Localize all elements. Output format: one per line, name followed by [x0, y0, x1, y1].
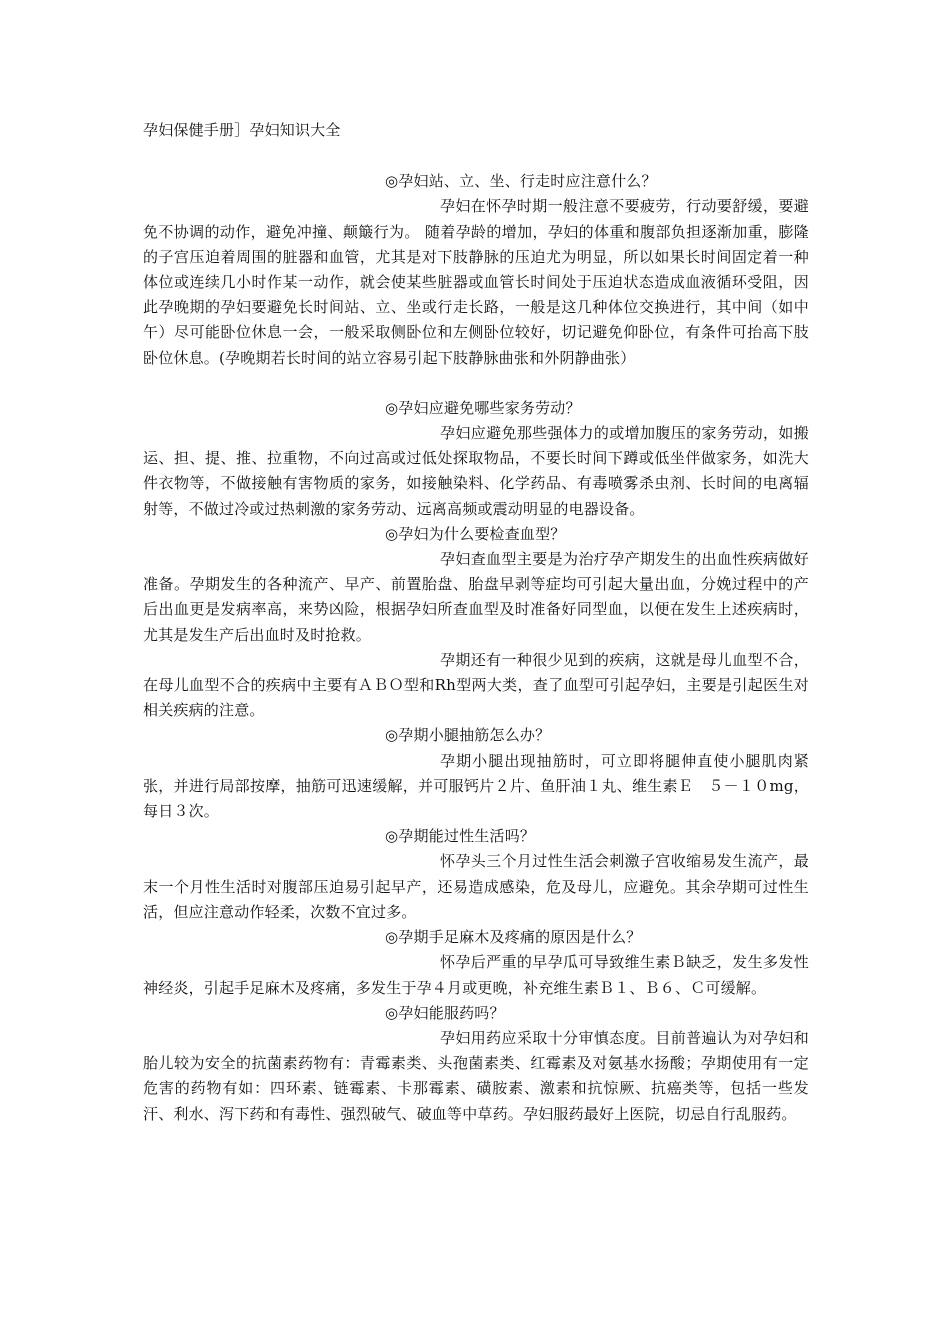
section-question: ◎孕妇站、立、坐、行走时应注意什么？: [385, 172, 657, 191]
section-leg-cramps: [143, 723, 809, 824]
section-question: ◎孕妇为什么要检查血型？: [385, 524, 566, 543]
section-blood-type: [143, 522, 809, 724]
section-paragraph: 孕妇用药应采取十分审慎态度。目前普遍认为对孕妇和胎儿较为安全的抗菌素药物有：青霉素类、头孢菌素类、红霉素及对氨基水扬酸；孕期使用有一定危害的药物有如：四环素、链霉素、卡那霉素、磺胺素、激素和抗惊厥、抗癌类等，包括一些发汗、利水、泻下药和有毒性、强烈破气、破血等中草药。孕妇服药最好上医院，切忌自行乱服药。: [143, 1028, 809, 1123]
section-question: ◎孕妇应避免哪些家务劳动？: [385, 398, 581, 417]
section-paragraph: 孕妇应避免那些强体力的或增加腹压的家务劳动，如搬运、担、提、推、拉重物，不向过高或过低处探取物品，不要长时间下蹲或低坐伴做家务，如洗大件衣物等，不做接触有害物质的家务，如接触染料、化学药品、有毒喷雾杀虫剂、长时间的电离辐射等，不做过冷或过热刺激的家务劳动、远离高频或震动明显的电器设备。: [143, 424, 809, 518]
section-paragraph: 怀孕后严重的早孕瓜可导致维生素Ｂ缺乏，发生多发性神经炎，引起手足麻木及疼痛，多发生于孕４月或更晚，补充维生素Ｂ１、Ｂ６、Ｃ可缓解。: [143, 953, 809, 997]
section-question: ◎孕期能过性生活吗？: [385, 827, 536, 846]
section-spacer: [143, 371, 809, 396]
section-medication: [143, 1001, 809, 1127]
section-sexual-life: [143, 824, 809, 925]
section-question: ◎孕期小腿抽筋怎么办？: [385, 726, 551, 745]
section-numbness: [143, 925, 809, 1001]
section-housework: [143, 396, 809, 522]
section-paragraph: 怀孕头三个月过性生活会刺激子宫收缩易发生流产，最末一个月性生活时对腹部压迫易引起早产，还易造成感染，危及母儿，应避免。其余孕期可过性生活，但应注意动作轻柔，次数不宜过多。: [143, 852, 809, 921]
section-paragraph: 孕期小腿出现抽筋时，可立即将腿伸直使小腿肌肉紧张，并进行局部按摩，抽筋可迅速缓解，并可服钙片２片、鱼肝油１丸、维生素Ｅ ５－１０mg，每日３次。: [143, 751, 809, 821]
document-page: [143, 118, 809, 1127]
section-paragraph: 孕妇在怀孕时期一般注意不要疲劳，行动要舒缓，要避免不协调的动作，避免冲撞、颠簸行为。 随着孕龄的增加，孕妇的体重和腹部负担逐渐加重，膨隆的子宫压迫着周围的脏器和血管，尤其是对下肢静脉的压迫尤为明显，所以如果长时间固定着一种体位或连续几小时作某一动作，就会使某些脏器或血管长时间处于压迫状态造成血液循环受阻，因此孕晚期的孕妇要避免长时间站、立、坐或行走长路，一般是这几种体位交换进行，其中间（如中午）尽可能卧位休息一会，一般采取侧卧位和左侧卧位较好，切记避免仰卧位，有条件可抬高下肢卧位休息。(孕晚期若长时间的站立容易引起下肢静脉曲张和外阴静曲张）: [143, 197, 809, 367]
section-question: ◎孕妇能服药吗？: [385, 1003, 505, 1022]
document-title: 孕妇保健手册］孕妇知识大全: [143, 121, 341, 139]
section-paragraph: 孕期还有一种很少见到的疾病，这就是母儿血型不合，在母儿血型不合的疾病中主要有ＡＢＯ型和Rh型两大类，查了血型可引起孕妇，主要是引起医生对相关疾病的注意。: [143, 650, 809, 720]
section-standing-sitting: [143, 169, 809, 371]
section-paragraph: 孕妇查血型主要是为治疗孕产期发生的出血性疾病做好准备。孕期发生的各种流产、早产、前置胎盘、胎盘早剥等症均可引起大量出血，分娩过程中的产后出血更是发病率高，来势凶险，根据孕妇所查血型及时准备好同型血，以便在发生上述疾病时，尤其是发生产后出血时及时抢救。: [143, 550, 809, 644]
section-question: ◎孕期手足麻木及疼痛的原因是什么？: [385, 928, 642, 947]
